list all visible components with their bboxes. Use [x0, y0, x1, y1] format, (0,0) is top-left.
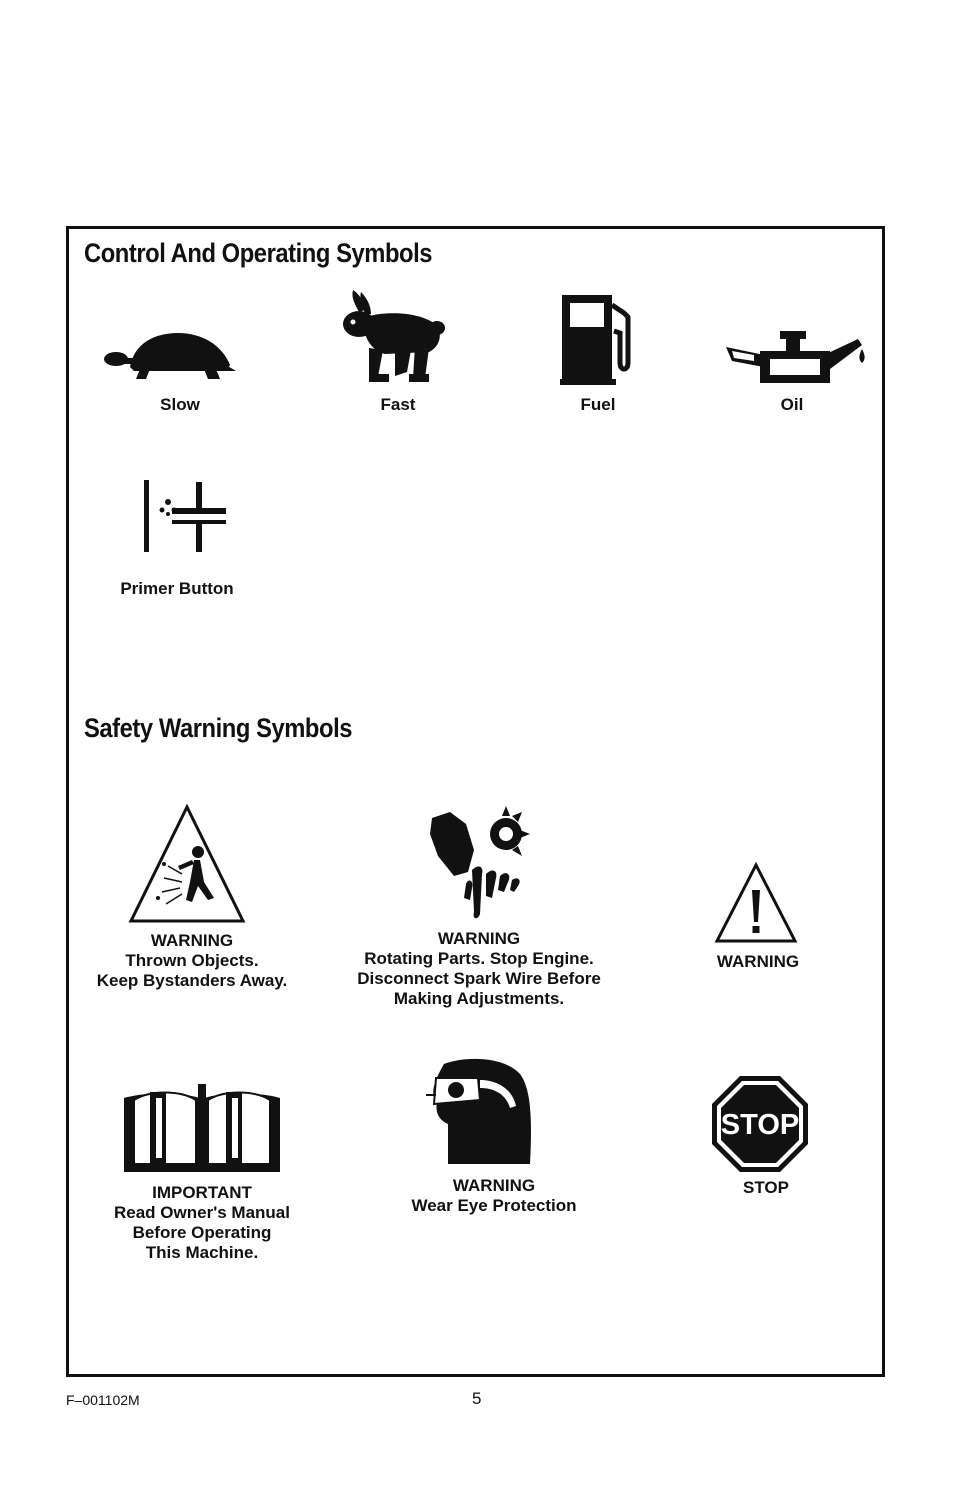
- fast-label: Fast: [380, 395, 416, 414]
- rotating-parts-warning-icon: [422, 804, 534, 922]
- oil-label: Oil: [780, 395, 804, 414]
- owners-manual-icon: [120, 1078, 284, 1174]
- stop-label: STOP: [743, 1178, 789, 1197]
- warning-label: WARNING: [716, 952, 800, 971]
- owners-manual-line-1: Read Owner's Manual: [114, 1203, 290, 1222]
- slow-label: Slow: [160, 395, 200, 414]
- fuel-label: Fuel: [580, 395, 616, 414]
- rabbit-icon: [325, 288, 450, 388]
- thrown-objects-title: WARNING: [150, 931, 234, 950]
- owners-manual-line-3: This Machine.: [145, 1243, 259, 1262]
- thrown-objects-caption: [72, 931, 312, 991]
- oil-can-icon: [724, 325, 869, 387]
- stop-sign-text: STOP: [720, 1109, 800, 1141]
- stop-sign-icon: [710, 1074, 810, 1174]
- rotating-parts-line-2: Disconnect Spark Wire Before: [357, 969, 601, 988]
- thrown-objects-warning-icon: [128, 804, 246, 924]
- primer-button-label: Primer Button: [120, 579, 234, 598]
- rotating-parts-title: WARNING: [437, 929, 521, 948]
- fuel-pump-icon: [558, 293, 638, 385]
- warning-triangle-icon: [714, 862, 798, 944]
- eye-protection-caption: [374, 1176, 614, 1216]
- turtle-icon: [100, 325, 240, 385]
- page-number: 5: [472, 1389, 482, 1408]
- rotating-parts-line-3: Making Adjustments.: [393, 989, 565, 1008]
- owners-manual-title: IMPORTANT: [152, 1183, 252, 1202]
- eye-protection-line-1: Wear Eye Protection: [411, 1196, 577, 1215]
- eye-protection-title: WARNING: [452, 1176, 536, 1195]
- eye-protection-icon: [424, 1054, 534, 1166]
- document-code: F–001102M: [66, 1392, 140, 1408]
- safety-symbols-heading: Safety Warning Symbols: [84, 713, 353, 743]
- owners-manual-caption: [82, 1183, 322, 1263]
- owners-manual-line-2: Before Operating: [132, 1223, 272, 1242]
- thrown-objects-line-2: Keep Bystanders Away.: [96, 971, 288, 990]
- rotating-parts-caption: [318, 929, 640, 1009]
- rotating-parts-line-1: Rotating Parts. Stop Engine.: [364, 949, 594, 968]
- control-symbols-heading: Control And Operating Symbols: [84, 238, 433, 268]
- primer-button-icon: [144, 478, 228, 554]
- thrown-objects-line-1: Thrown Objects.: [125, 951, 259, 970]
